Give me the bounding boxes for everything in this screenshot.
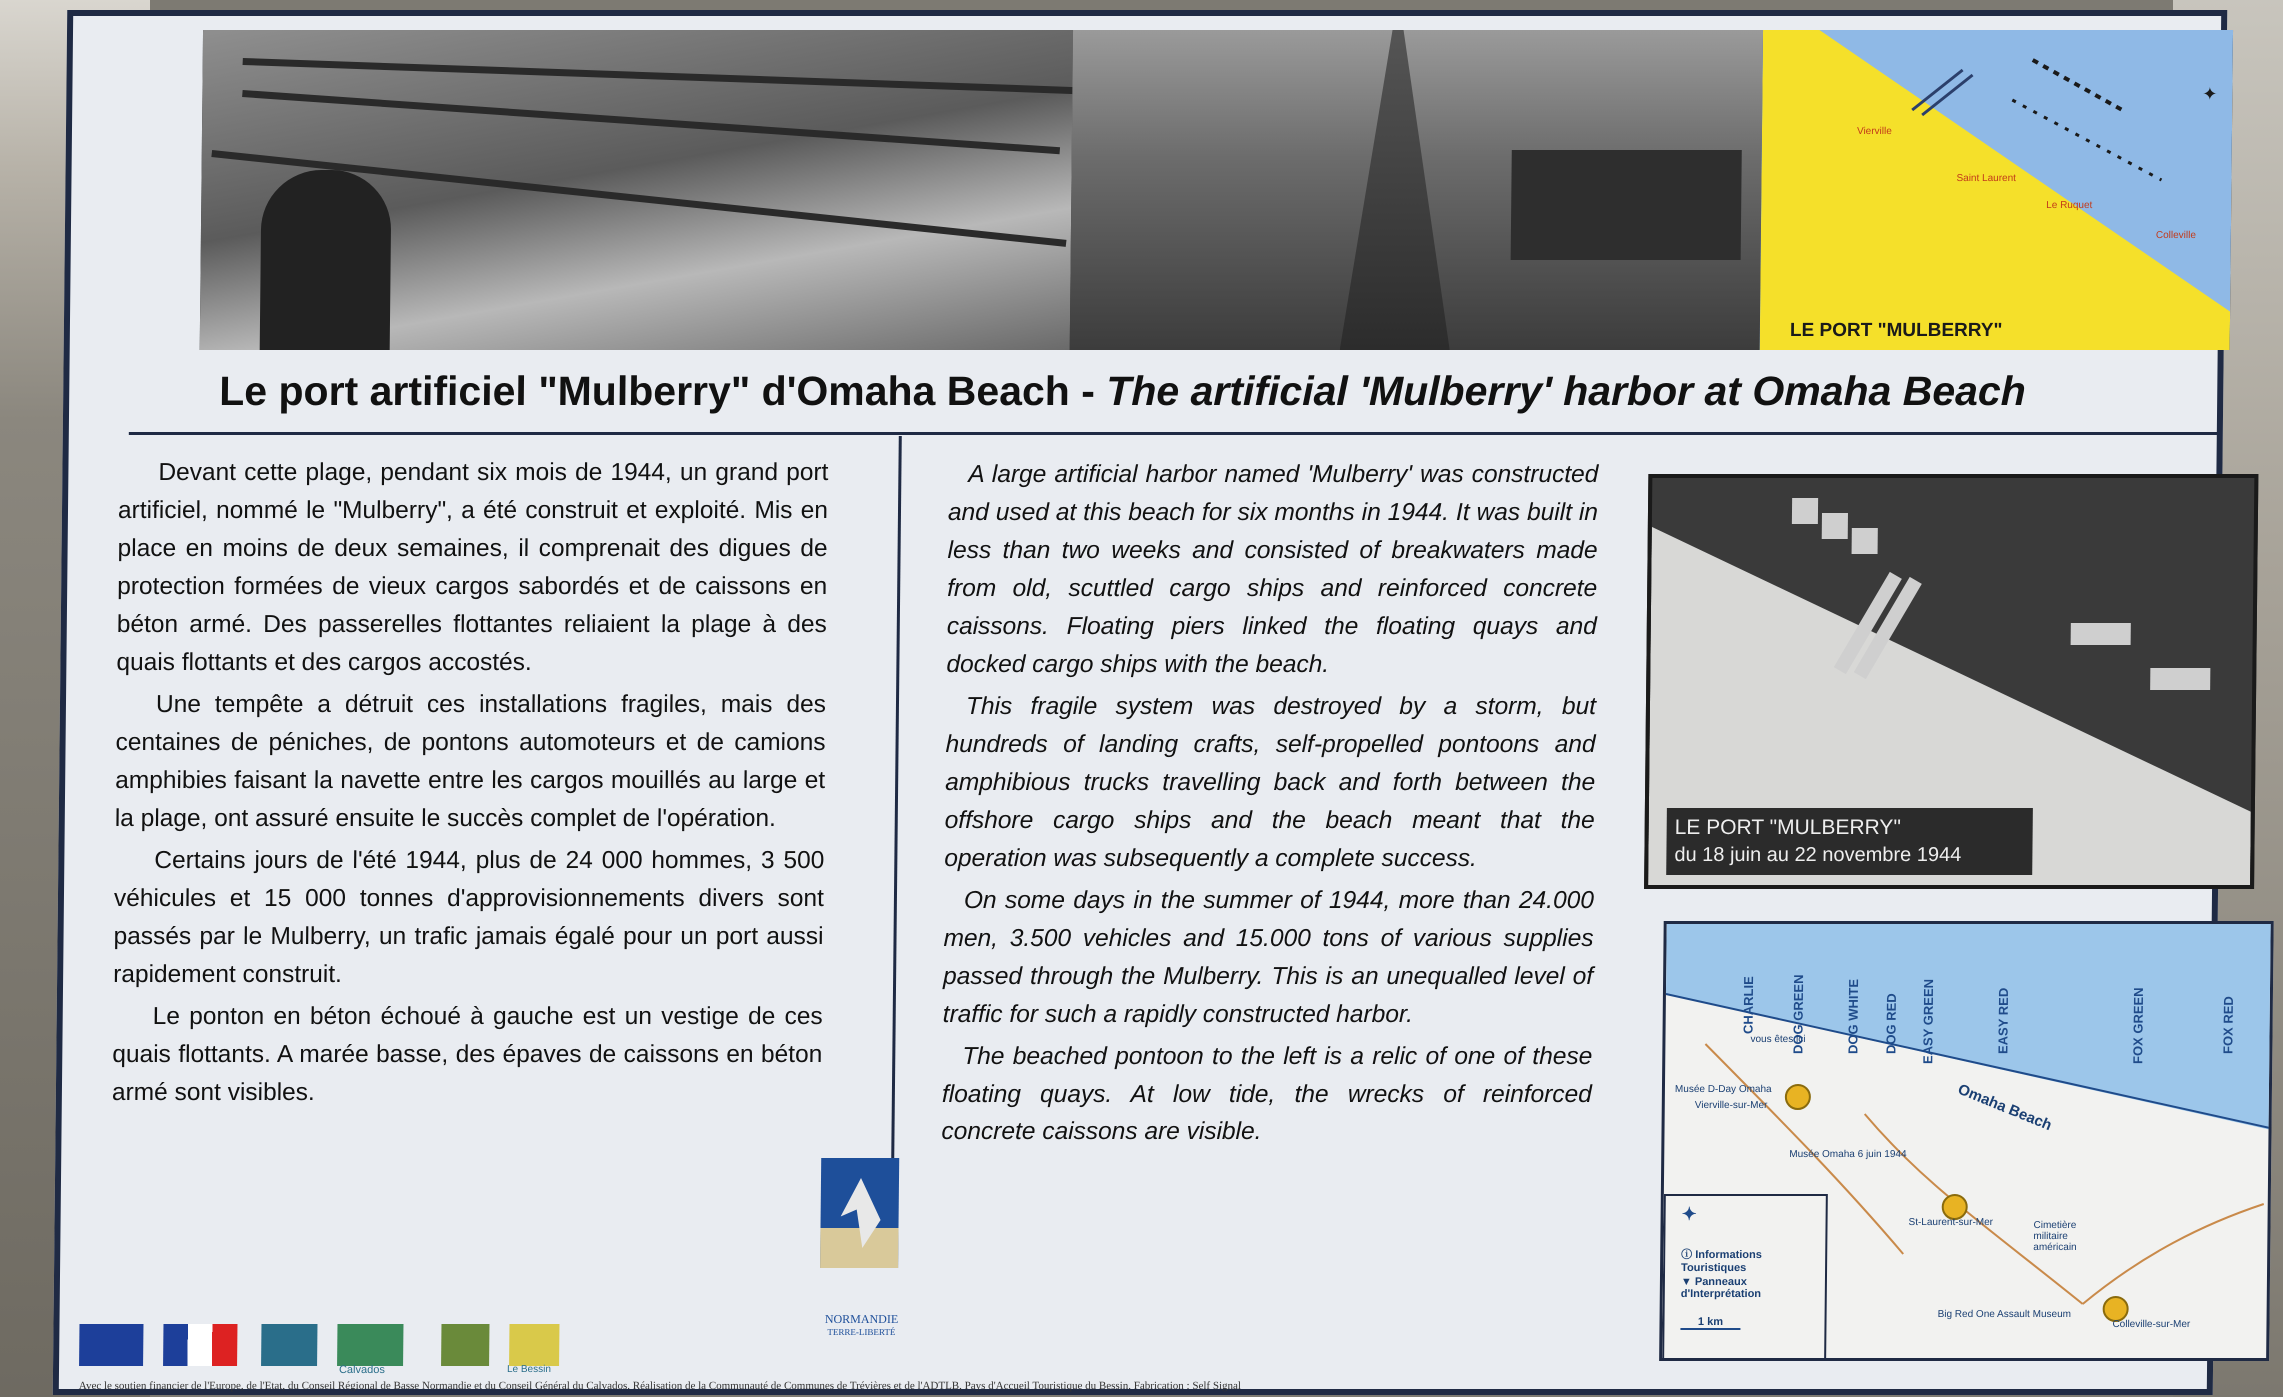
- map-title: LE PORT "MULBERRY": [1789, 320, 2003, 341]
- sector-dog-green: DOG GREEN: [1790, 974, 1807, 1054]
- panel-headline: [219, 368, 2229, 415]
- harbor-map: [1760, 30, 2233, 350]
- normandie-line2: TERRE-LIBERTÉ: [827, 1327, 896, 1337]
- north-arrow-icon: ✦: [1681, 1204, 1697, 1224]
- sector-fox-red: FOX RED: [2220, 996, 2236, 1054]
- english-paragraph: The beached pontoon to the left is a relic of one of these floating quays. At low tide, the wrecks of reinforced concrete caissons are visible.: [941, 1042, 1593, 1146]
- logo-sand: [820, 1228, 898, 1268]
- headline-rule: [129, 432, 2219, 435]
- sector-charlie: CHARLIE: [1740, 976, 1757, 1034]
- headline-separator: -: [1069, 368, 1107, 414]
- headline-french: Le port artificiel "Mulberry" d'Omaha Beach: [219, 368, 1071, 414]
- credits-line: Avec le soutien financier de l'Europe, de l'Etat, du Conseil Régional de Basse Normandie et du Conseil Général du Calvados. Réalisation de la Communauté de Communes de Trévières et de l'ADTLB, Pays d'Accueil Touristique du Bessin. Fabrication : Self Signal: [78, 1380, 1242, 1392]
- english-paragraph: A large artificial harbor named 'Mulberry' was constructed and used at this beach for six months in 1944. It was built in less than two weeks and consisted of breakwaters made from old, scuttled cargo ships and reinforced concrete caissons. Floating piers linked the floating quays and docked cargo ships with the beach.: [946, 461, 1599, 678]
- map-legend: [1662, 1194, 1828, 1361]
- label-vierville: Vierville-sur-Mer: [1694, 1100, 1768, 1111]
- label-colleville: Colleville-sur-Mer: [2112, 1319, 2191, 1330]
- info-icon: ⓘ: [1681, 1249, 1696, 1261]
- column-divider: [890, 436, 902, 1256]
- photo-strip: [200, 30, 2233, 350]
- tactile-plan: [1644, 474, 2258, 889]
- region-logo: [261, 1324, 317, 1366]
- label-saint-laurent: Saint Laurent: [1956, 173, 2017, 184]
- town-marker: [1785, 1084, 1811, 1110]
- sponsor-logos: [79, 1316, 600, 1376]
- normandie-wordmark: [811, 1312, 911, 1337]
- legend-panels-row: [1681, 1276, 1825, 1300]
- bessin-logo: [509, 1324, 559, 1366]
- truck-silhouette: [1511, 150, 1742, 260]
- pier-roadway: [1340, 30, 1453, 350]
- tactile-caisson: [1792, 498, 1818, 524]
- normandie-bird-logo: [820, 1158, 899, 1268]
- tactile-caption-title: LE PORT "MULBERRY": [1674, 816, 1901, 839]
- tactile-caption-dates: du 18 juin au 22 novembre 1944: [1674, 844, 1962, 867]
- french-paragraph: Une tempête a détruit ces installations fragiles, mais des centaines de péniches, de pontons automoteurs et de camions amphibies faisant la navette entre les cargos mouillés au large et la plage, ont assuré ensuite le succès complet de l'opération.: [114, 690, 827, 832]
- normandie-line1: NORMANDIE: [824, 1312, 899, 1326]
- republic-logo: [163, 1324, 237, 1366]
- soldier-silhouette: [260, 170, 392, 350]
- english-paragraph: This fragile system was destroyed by a storm, but hundreds of landing crafts, self-propelled pontoons and amphibious trucks travelling back and forth between the offshore cargo ships and the beach meant that the operation was subsequently a complete success.: [944, 692, 1597, 872]
- french-paragraph: Certains jours de l'été 1944, plus de 24 000 hommes, 3 500 véhicules et 15 000 tonnes d'approvisionnements divers sont passés par le Mulberry, un trafic jamais égalé pour un port aussi rapidement construit.: [113, 846, 825, 988]
- breakwater-line: [243, 58, 1082, 94]
- label-cimetiere: Cimetière militaire américain: [2033, 1220, 2077, 1253]
- label-le-ruquet: Le Ruquet: [2046, 200, 2093, 211]
- english-paragraph: On some days in the summer of 1944, more than 24.000 men, 3.500 vehicles and 15.000 tons of various supplies passed through the Mulberry. This is an unequalled level of traffic for such a rapidly constructed harbor.: [942, 886, 1595, 1028]
- scale-bar: 1 km: [1680, 1316, 1740, 1330]
- information-panel: [53, 10, 2236, 1395]
- community-logo: [441, 1324, 489, 1366]
- svg-text:✦: ✦: [2202, 84, 2218, 105]
- label-musee-omaha: Musée Omaha 6 juin 1944: [1789, 1149, 1907, 1160]
- tactile-caisson: [1852, 528, 1878, 554]
- label-vierville: Vierville: [1856, 126, 1892, 137]
- sector-fox-green: FOX GREEN: [2130, 987, 2147, 1064]
- legend-info-row: [1681, 1246, 1825, 1274]
- calvados-logo: [337, 1324, 403, 1366]
- label-st-laurent: St-Laurent-sur-Mer: [1908, 1217, 1994, 1228]
- french-paragraph: Le ponton en béton échoué à gauche est un vestige de ces quais flottants. A marée basse, des épaves de caissons en béton armé sont visibles.: [111, 1002, 823, 1106]
- label-vous-etes-ici: vous êtes ici: [1750, 1034, 1806, 1045]
- bessin-label: Le Bessin: [506, 1364, 551, 1375]
- breakwater-line: [242, 90, 1060, 154]
- label-omaha-beach: Omaha Beach: [1955, 1080, 2055, 1135]
- sector-dog-white: DOG WHITE: [1845, 978, 1862, 1054]
- calvados-label: Calvados: [338, 1364, 385, 1376]
- tactile-ship: [2071, 623, 2131, 645]
- eu-flag-logo: [79, 1324, 143, 1366]
- sector-easy-red: EASY RED: [1995, 987, 2012, 1054]
- tactile-ship: [2150, 668, 2210, 690]
- english-text-column: [941, 456, 1598, 1155]
- headline-english: The artificial 'Mulberry' harbor at Omaha Beach: [1106, 368, 2027, 414]
- label-musee-dday: Musée D-Day Omaha: [1674, 1084, 1772, 1095]
- photo-observer-binoculars: [200, 30, 1073, 350]
- legend-info-label: Informations Touristiques: [1681, 1249, 1762, 1274]
- label-big-red-one: Big Red One Assault Museum: [1937, 1309, 2072, 1320]
- map-markings: [1760, 30, 2233, 350]
- tactile-caisson: [1822, 513, 1848, 539]
- omaha-beach-map: [1659, 921, 2274, 1361]
- french-text-column: [112, 454, 829, 1115]
- photo-floating-pier: [1070, 30, 1763, 350]
- sector-easy-green: EASY GREEN: [1920, 978, 1937, 1064]
- tactile-caption: [1666, 808, 2033, 875]
- french-paragraph: Devant cette plage, pendant six mois de 1944, un grand port artificiel, nommé le "Mulberry", a été construit et exploité. Mis en place en moins de deux semaines, il comprenait des digues de protection formées de vieux cargos sabordés et de caissons en béton armé. Des passerelles flottantes reliaient la plage à des quais flottants et des cargos accostés.: [116, 459, 829, 676]
- sector-dog-red: DOG RED: [1883, 993, 1899, 1054]
- panel-marker-icon: ▼: [1680, 1276, 1695, 1288]
- label-colleville: Colleville: [2155, 230, 2196, 241]
- legend-panels-label: Panneaux d'Interprétation: [1680, 1276, 1762, 1300]
